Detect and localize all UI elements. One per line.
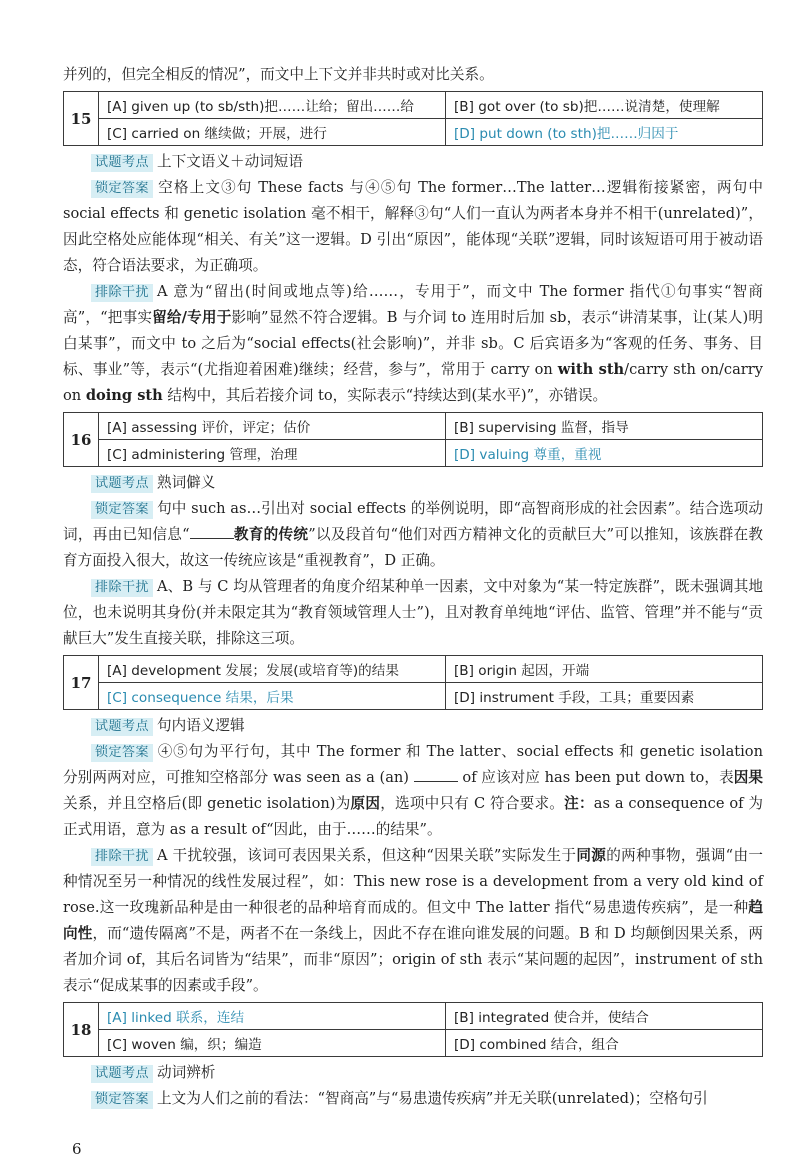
kaodian-tag: 试题考点 [91,718,153,736]
ganrao-tag: 排除干扰 [91,284,153,302]
daan-tag: 锁定答案 [91,1091,153,1109]
blank-line [190,524,234,539]
options-table-15 [63,91,763,146]
daan-tag: 锁定答案 [91,501,153,519]
kaodian-16: 试题考点 熟词僻义 [63,470,763,496]
option-d: [D] combined 结合，组合 [446,1030,763,1057]
option-a-correct: [A] linked 联系，连结 [99,1003,446,1030]
intro-line: 并列的，但完全相反的情况”，而文中上下文并非共时或对比关系。 [63,66,494,83]
option-b: [B] supervising 监督，指导 [446,413,763,440]
option-b: [B] origin 起因，开端 [446,656,763,683]
option-c: [C] administering 管理，治理 [99,440,446,467]
kaodian-tag: 试题考点 [91,1065,153,1083]
options-table-18 [63,1002,763,1057]
ganrao-tag: 排除干扰 [91,579,153,597]
option-b: [B] got over (to sb)把……说清楚，使理解 [446,92,763,119]
options-table-16 [63,412,763,467]
option-d: [D] instrument 手段，工具；重要因素 [446,683,763,710]
option-b: [B] integrated 使合并，使结合 [446,1003,763,1030]
blank-line [414,767,458,782]
option-a: [A] development 发展；发展(或培育等)的结果 [99,656,446,683]
kaodian-15: 试题考点 上下文语义＋动词短语 [63,149,763,175]
daan-tag: 锁定答案 [91,180,153,198]
daan-16: 锁定答案 句中 such as…引出对 social effects 的举例说明，即“高智商形成的社会因素”。结合选项动词，再由已知信息“ 教育的传统”以及段首句“他们对西方精神文化的贡献巨大”可以推知，该族群在教育方面投入很大，故这一传统应该是“重视教育”，D 正确。 [63,500,763,569]
options-table-17 [63,655,763,710]
option-d-correct: [D] valuing 尊重，重视 [446,440,763,467]
option-d-correct: [D] put down (to sth)把……归因于 [446,119,763,146]
daan-18: 锁定答案 上文为人们之前的看法：“智商高”与“易患遗传疾病”并无关联(unrelated)；空格句引 [63,1086,763,1112]
kaodian-tag: 试题考点 [91,475,153,493]
kaodian-17: 试题考点 句内语义逻辑 [63,713,763,739]
question-number: 17 [64,656,99,710]
option-a: [A] assessing 评价，评定；估价 [99,413,446,440]
daan-15: 锁定答案 空格上文③句 These facts 与④⑤句 The former…The latter…逻辑衔接紧密，两句中 social effects 和 genetic isolation 毫不相干，解释③句“人们一直认为两者本身并不相干(unrelated)”，因此空格处应能体现“相关、有关”这一逻辑。D 引出“原因”，能体现“关联”逻辑，同时该短语可用于被动语态，符合语法要求，为正确项。 [63,179,763,274]
ganrao-17: 排除干扰 A 干扰较强，该词可表因果关系，但这种“因果关联”实际发生于同源的两种事物，强调“由一种情况至另一种情况的线性发展过程”，如：This new rose is a development from a very old kind of rose.这一玫瑰新品种是由一种很老的品种培育而成的。但文中 The latter 指代“易患遗传疾病”，是一种趋向性，而“遗传隔离”不是，两者不在一条线上，因此不存在谁向谁发展的问题。B 和 D 均颠倒因果关系，两者加介词 of，其后名词皆为“结果”，而非“原因”；origin of sth 表示“某问题的起因”，instrument of sth 表示“促成某事的因素或手段”。 [63,847,763,994]
question-number: 18 [64,1003,99,1057]
option-c-correct: [C] consequence 结果，后果 [99,683,446,710]
page-content [63,62,763,1112]
question-number: 15 [64,92,99,146]
option-c: [C] carried on 继续做；开展，进行 [99,119,446,146]
question-number: 16 [64,413,99,467]
kaodian-18: 试题考点 动词辨析 [63,1060,763,1086]
ganrao-15: 排除干扰 A 意为“留出(时间或地点等)给……，专用于”，而文中 The former 指代①句事实“智商高”，“把事实留给/专用于影响”显然不符合逻辑。B 与介词 to 连用时后加 sb，表示“讲清某事，让(某人)明白某事”，而文中 to 之后为“social effects(社会影响)”，并非 sb。C 后宾语多为“客观的任务、事务、目标、事业”等，表示“(尤指迎着困难)继续；经营，参与”，常用于 carry on with sth/carry sth on/carry on doing sth 结构中，其后若接介词 to，实际表示“持续达到(某水平)”，亦错误。 [63,283,763,404]
page-number: 6 [72,1140,82,1158]
ganrao-tag: 排除干扰 [91,848,153,866]
option-a: [A] given up (to sb/sth)把……让给；留出……给 [99,92,446,119]
daan-tag: 锁定答案 [91,744,153,762]
kaodian-tag: 试题考点 [91,154,153,172]
ganrao-16: 排除干扰 A、B 与 C 均从管理者的角度介绍某种单一因素，文中对象为“某一特定族群”，既未强调其地位，也未说明其身份(并未限定其为“教育领域管理人士”)，且对教育单纯地“评估、监管、管理”并不能与“贡献巨大”发生直接关联，排除这三项。 [63,578,763,647]
option-c: [C] woven 编，织；编造 [99,1030,446,1057]
daan-17: 锁定答案 ④⑤句为平行句，其中 The former 和 The latter、social effects 和 genetic isolation 分别两两对应，可推知空格部分 was seen as a (an) of 应该对应 has been put down to，表因果关系，并且空格后(即 genetic isolation)为原因，选项中只有 C 符合要求。注：as a consequence of 为正式用语，意为 as a result of“因此，由于……的结果”。 [63,743,763,838]
